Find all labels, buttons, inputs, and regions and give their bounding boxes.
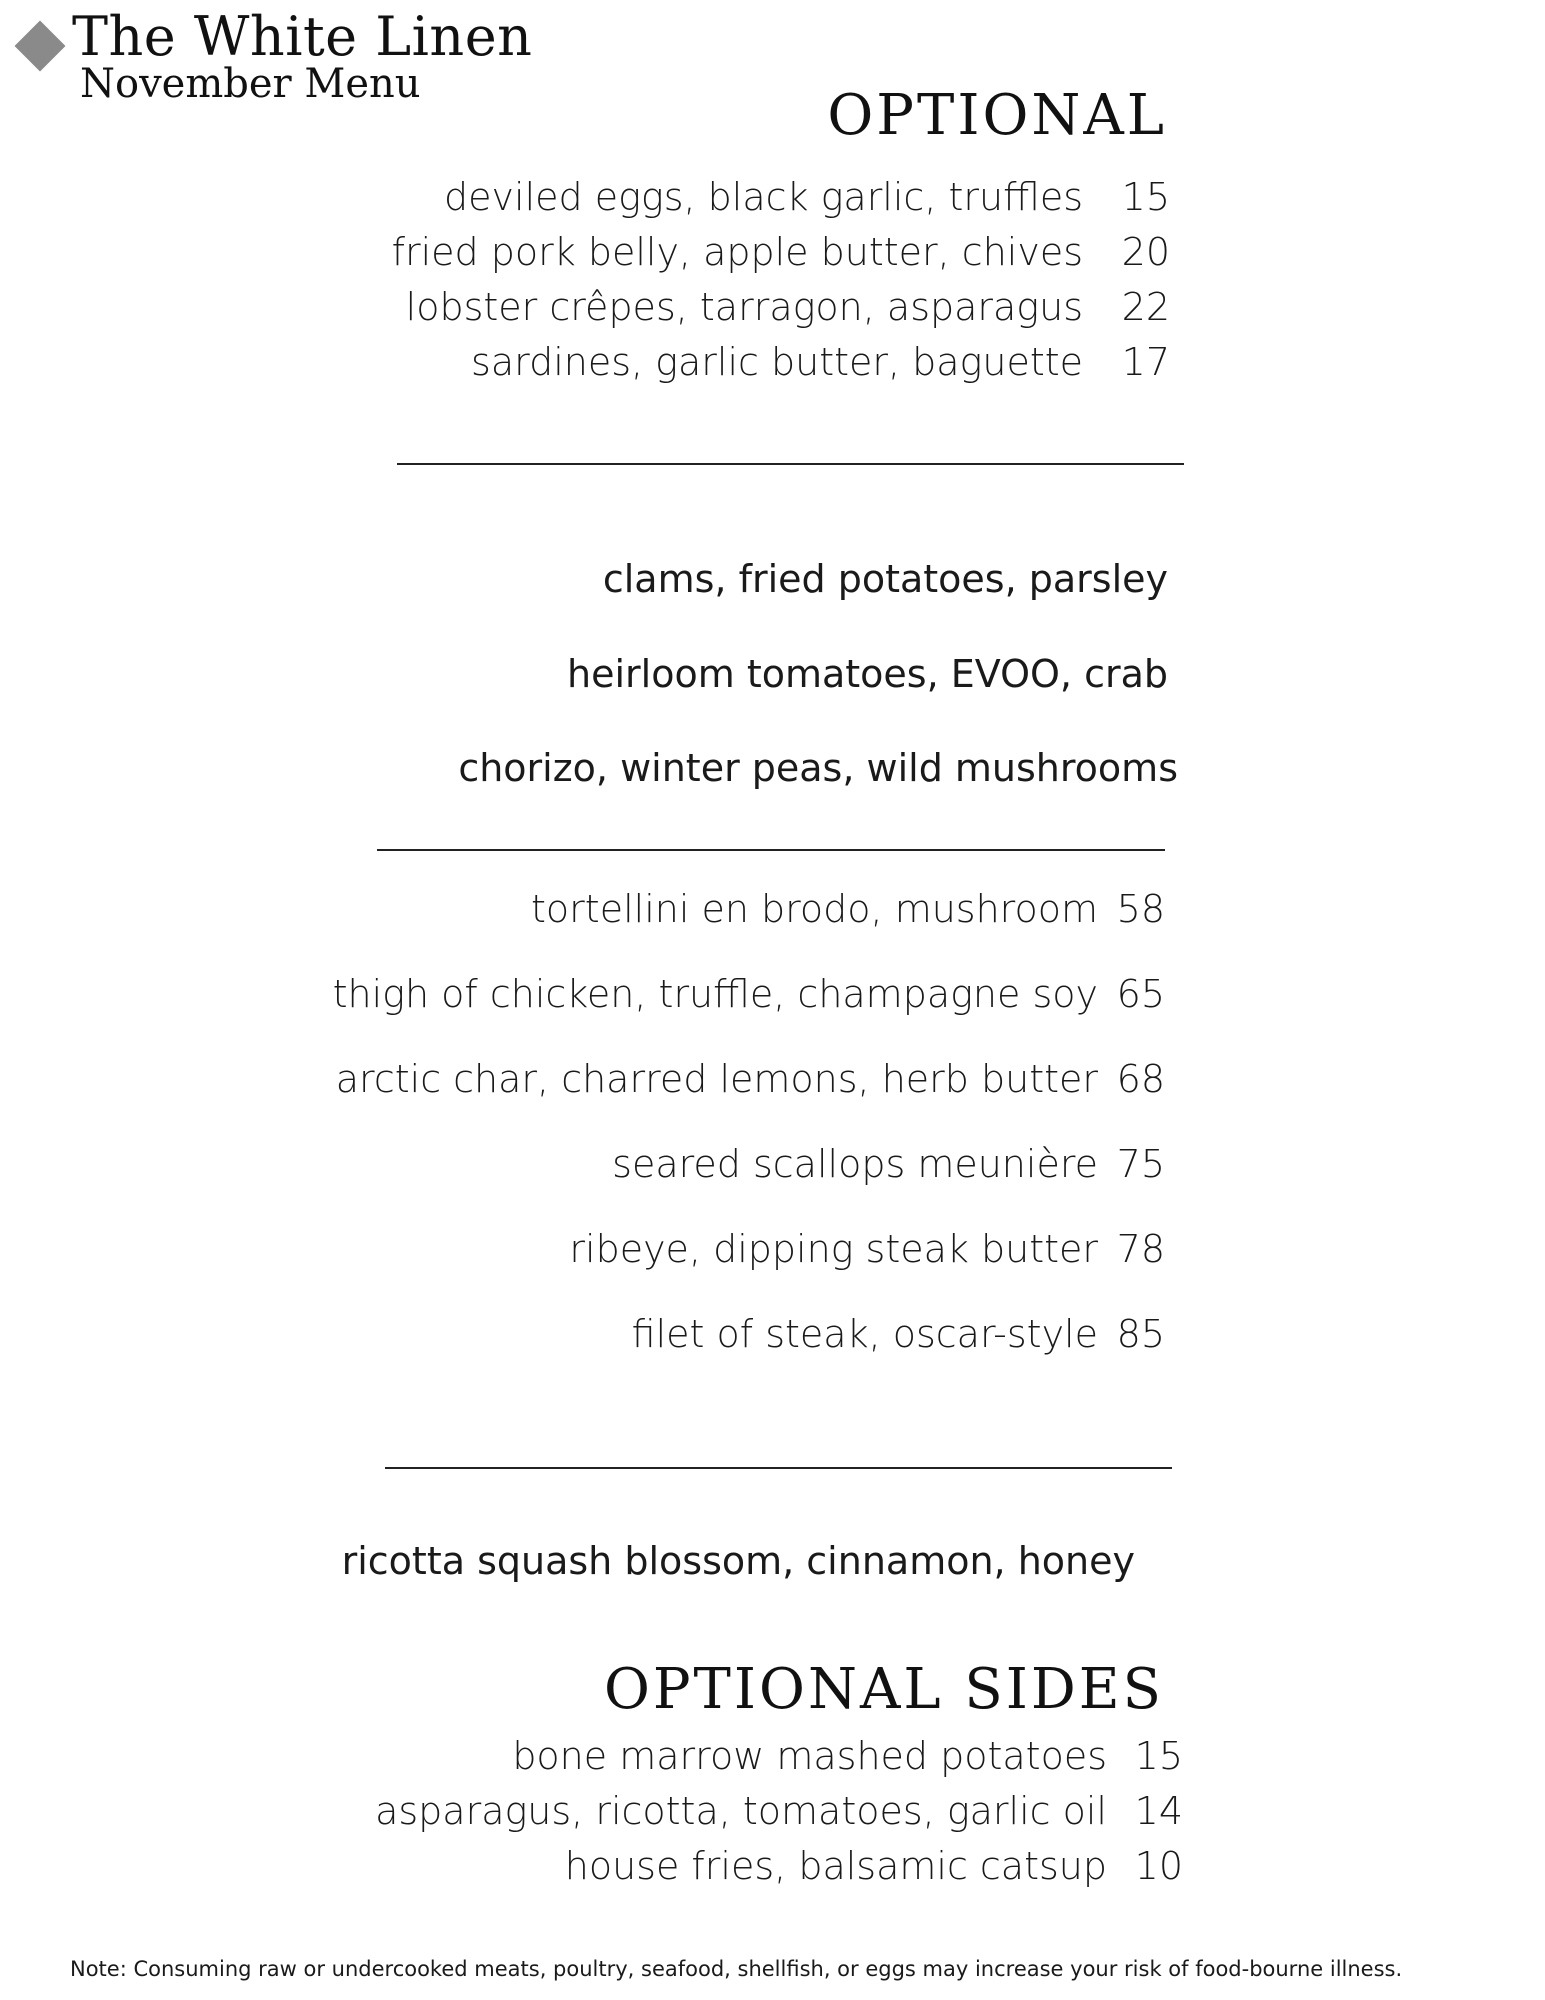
optional-sides-heading: OPTIONAL SIDES [603, 1657, 1164, 1722]
diamond-icon [15, 21, 66, 72]
item-desc: tortellini en brodo, mushroom [531, 887, 1098, 931]
list-item: heirloom tomatoes, EVOO, crab [567, 652, 1168, 696]
item-desc: seared scallops meunière [612, 1142, 1098, 1186]
allergy-note: Note: Consuming raw or undercooked meats, poultry, seafood, shellfish, or eggs may increase your risk of food-bourne illness. [70, 1957, 1403, 1981]
section-divider [397, 463, 1184, 465]
section-divider [385, 1467, 1172, 1469]
item-price: 68 [1116, 1057, 1165, 1101]
dessert-item: ricotta squash blossom, cinnamon, honey [341, 1539, 1135, 1583]
item-price: 78 [1116, 1227, 1165, 1271]
item-price: 85 [1116, 1312, 1165, 1356]
section-divider [377, 849, 1165, 851]
item-desc: asparagus, ricotta, tomatoes, garlic oil [375, 1789, 1107, 1833]
item-price: 65 [1116, 972, 1165, 1016]
menu-subtitle: November Menu [80, 61, 421, 107]
restaurant-name: The White Linen [72, 5, 533, 68]
item-price: 14 [1134, 1789, 1183, 1833]
list-item: clams, fried potatoes, parsley [602, 557, 1168, 601]
item-price: 15 [1121, 175, 1170, 219]
item-desc: deviled eggs, black garlic, truffles [444, 175, 1083, 219]
item-desc: bone marrow mashed potatoes [512, 1734, 1107, 1778]
item-price: 58 [1116, 887, 1165, 931]
item-desc: ribeye, dipping steak butter [569, 1227, 1098, 1271]
item-desc: arctic char, charred lemons, herb butter [335, 1057, 1098, 1101]
item-desc: house fries, balsamic catsup [564, 1844, 1107, 1888]
item-desc: sardines, garlic butter, baguette [471, 340, 1083, 384]
item-desc: fried pork belly, apple butter, chives [391, 230, 1083, 274]
item-price: 15 [1134, 1734, 1183, 1778]
item-desc: filet of steak, oscar-style [631, 1312, 1098, 1356]
item-price: 22 [1121, 285, 1170, 329]
optional-heading: OPTIONAL [827, 83, 1167, 148]
list-item: chorizo, winter peas, wild mushrooms [458, 746, 1178, 790]
item-price: 17 [1121, 340, 1170, 384]
item-price: 10 [1134, 1844, 1183, 1888]
item-price: 75 [1116, 1142, 1165, 1186]
item-price: 20 [1121, 230, 1170, 274]
item-desc: thigh of chicken, truffle, champagne soy [332, 972, 1098, 1016]
item-desc: lobster crêpes, tarragon, asparagus [405, 285, 1083, 329]
